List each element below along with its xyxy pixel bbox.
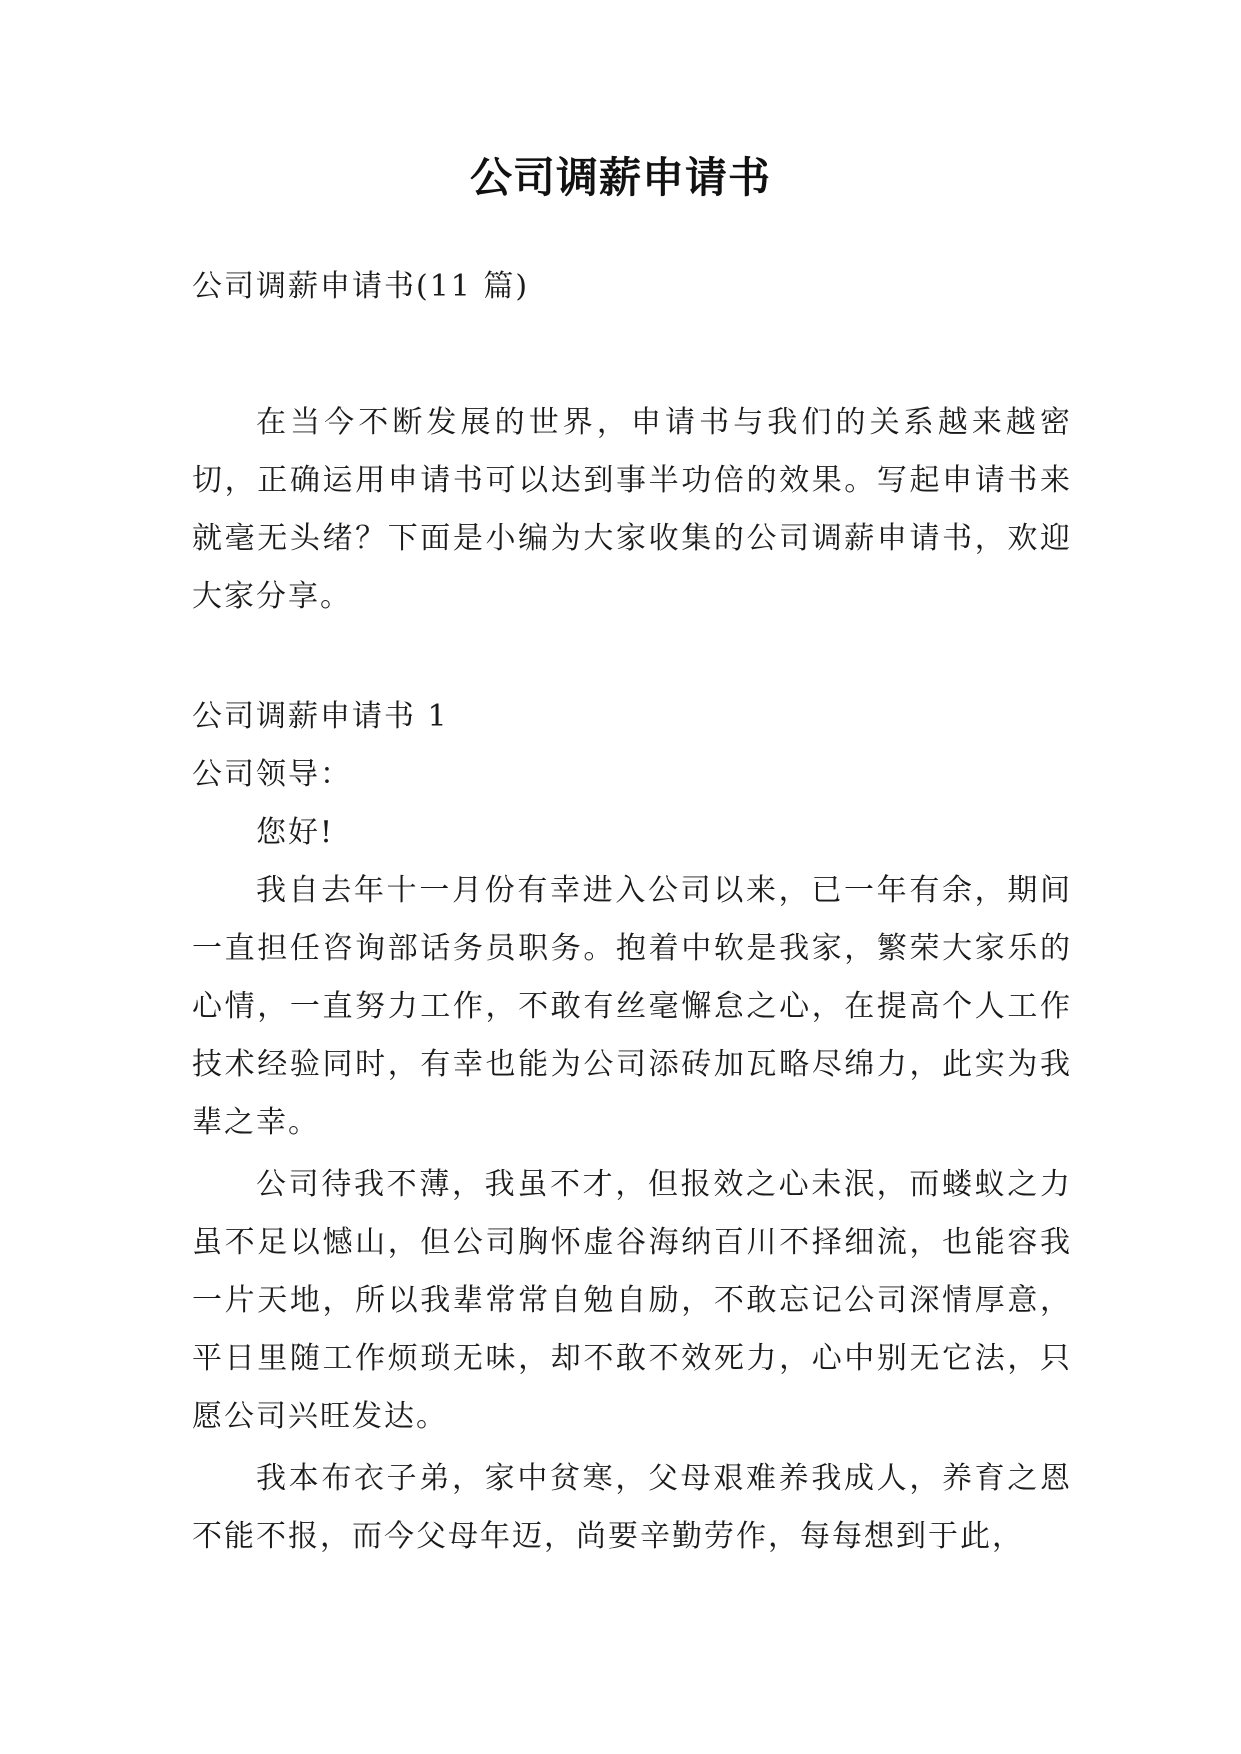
- document-subtitle: 公司调薪申请书(11 篇): [192, 269, 530, 304]
- section-heading: 公司调薪申请书 1: [192, 699, 449, 734]
- body-paragraph: 我本布衣子弟，家中贫寒，父母艰难养我成人，养育之恩不能不报，而今父母年迈，尚要辛勤劳作，每每想到于此，: [192, 1461, 1072, 1554]
- greeting: 您好!: [256, 815, 335, 850]
- intro-paragraph: 在当今不断发展的世界，申请书与我们的关系越来越密切，正确运用申请书可以达到事半功倍的效果。写起申请书来就毫无头绪？下面是小编为大家收集的公司调薪申请书，欢迎大家分享。: [192, 405, 1072, 614]
- document-title: 公司调薪申请书: [469, 153, 771, 202]
- salutation: 公司领导：: [192, 757, 352, 792]
- body-paragraph: 公司待我不薄，我虽不才，但报效之心未泯，而蝼蚁之力虽不足以憾山，但公司胸怀虚谷海纳百川不择细流，也能容我一片天地，所以我辈常常自勉自励，不敢忘记公司深情厚意，平日里随工作烦琐无味，却不敢不效死力，心中别无它法，只愿公司兴旺发达。: [192, 1167, 1072, 1434]
- body-paragraph: 我自去年十一月份有幸进入公司以来，已一年有余，期间一直担任咨询部话务员职务。抱着中软是我家，繁荣大家乐的心情，一直努力工作，不敢有丝毫懈怠之心，在提高个人工作技术经验同时，有幸也能为公司添砖加瓦略尽绵力，此实为我辈之幸。: [192, 873, 1072, 1140]
